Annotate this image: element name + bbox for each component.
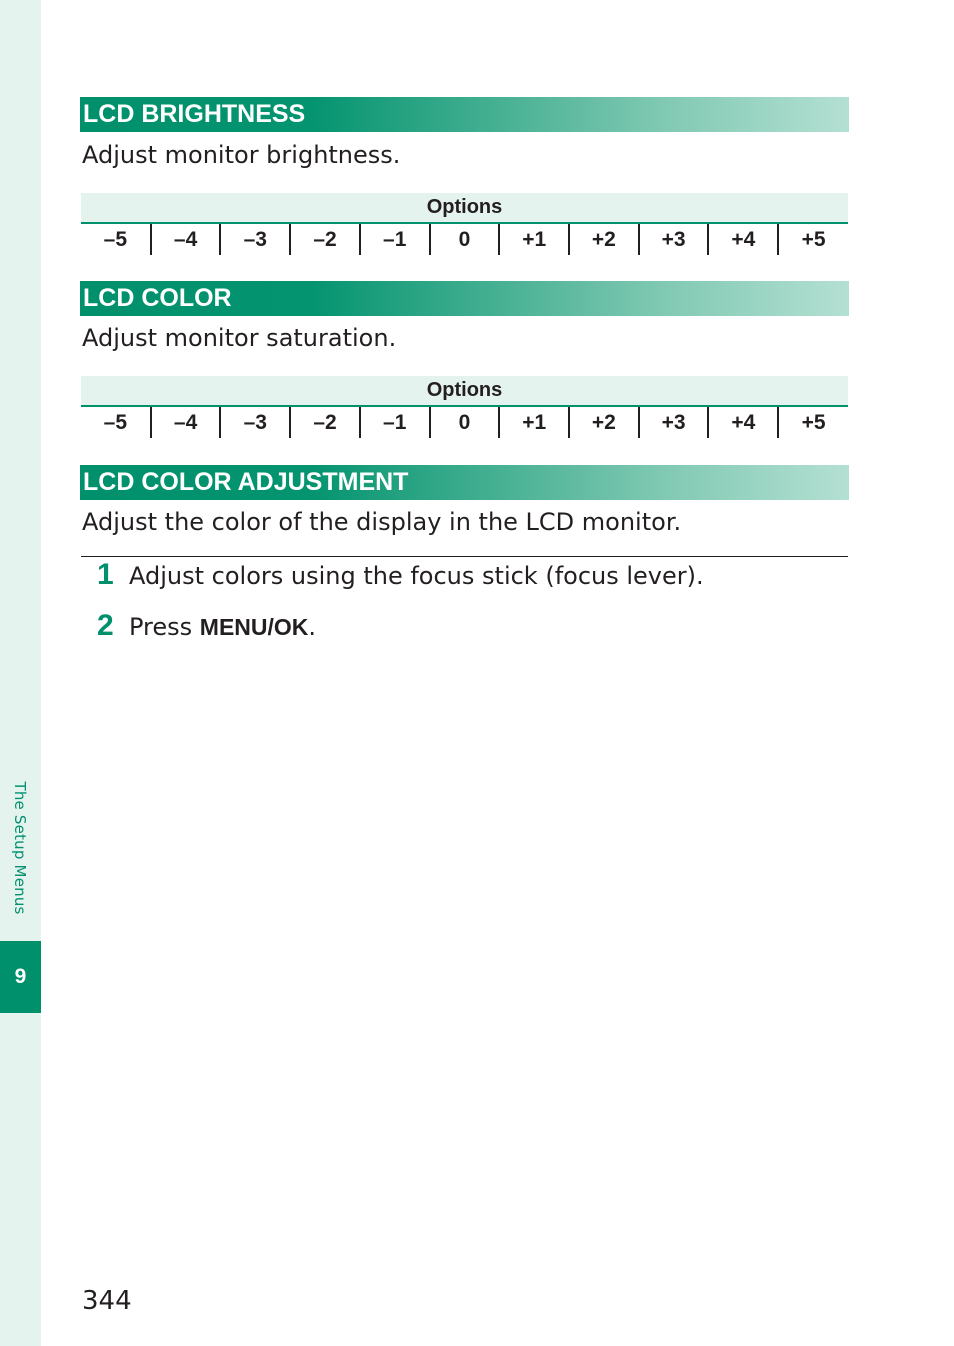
option-value: –4 [151, 406, 221, 438]
option-value: 0 [430, 406, 500, 438]
option-value: –3 [220, 223, 290, 255]
step-text [129, 613, 316, 641]
option-value: –2 [290, 223, 360, 255]
options-header: Options [81, 193, 848, 223]
step-2 [97, 609, 316, 643]
step-number: 1 [97, 558, 114, 591]
side-strip [0, 0, 41, 1346]
step-1 [97, 558, 704, 592]
options-header: Options [81, 376, 848, 406]
chapter-tab: 9 [0, 941, 41, 1013]
page-number: 344 [82, 1286, 132, 1316]
option-value: +2 [569, 223, 639, 255]
option-value: +4 [708, 406, 778, 438]
option-value: –3 [220, 406, 290, 438]
step-number: 2 [97, 609, 114, 642]
option-value: +5 [778, 406, 848, 438]
option-value: –1 [360, 223, 430, 255]
options-table [81, 193, 848, 255]
menu-ok-button-label: MENU/OK [199, 614, 309, 640]
option-value: –5 [103, 227, 128, 251]
option-value: +1 [499, 223, 569, 255]
section-description: Adjust the color of the display in the LCD monitor. [82, 508, 682, 536]
options-table [81, 376, 848, 438]
option-value: –4 [151, 223, 221, 255]
option-value: –5 [103, 410, 128, 434]
step-text-after: . [308, 613, 317, 641]
section-description: Adjust monitor brightness. [82, 141, 401, 169]
option-value: –2 [290, 406, 360, 438]
chapter-side-label: The Setup Menus [11, 781, 29, 915]
option-value: +2 [569, 406, 639, 438]
option-value: +3 [639, 223, 709, 255]
section-header-lcd-color-adjustment: LCD COLOR ADJUSTMENT [80, 465, 849, 500]
section-header-lcd-brightness: LCD BRIGHTNESS [80, 97, 849, 132]
option-value: 0 [430, 223, 500, 255]
section-header-lcd-color: LCD COLOR [80, 281, 849, 316]
section-description: Adjust monitor saturation. [82, 324, 397, 352]
step-text: Adjust colors using the focus stick (focus lever). [129, 562, 704, 590]
step-text-before: Press [129, 613, 200, 641]
option-value: +3 [639, 406, 709, 438]
option-value: +1 [499, 406, 569, 438]
divider [81, 556, 848, 557]
option-value: +4 [708, 223, 778, 255]
option-value: –1 [360, 406, 430, 438]
option-value: +5 [778, 223, 848, 255]
